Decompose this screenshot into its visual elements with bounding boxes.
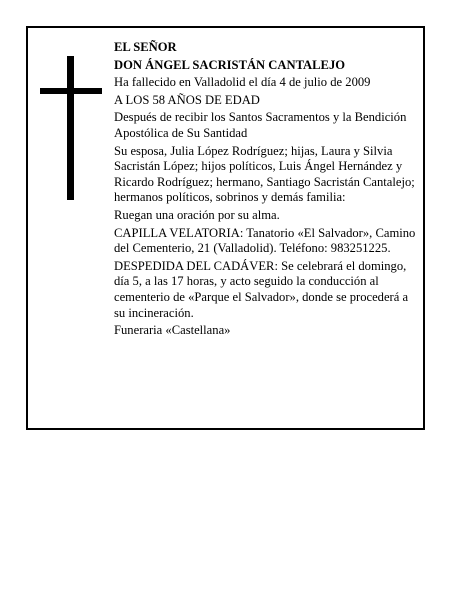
- sacraments-line: Después de recibir los Santos Sacramentos y la Bendición Apostólica de Su Santidad: [114, 110, 407, 140]
- obituary-notice: [26, 26, 425, 430]
- family-paragraph: Su esposa, Julia López Rodríguez; hijas, Laura y Silvia Sacristán López; hijos políticos, Luis Ángel Hernández y Ricardo Rodríguez; hermano, Santiago Sacristán Cantalejo; hermanos políticos, sobrinos y demás familia:: [114, 143, 415, 205]
- notice-title: EL SEÑOR: [114, 40, 177, 54]
- prayer-line: Ruegan una oración por su alma.: [114, 207, 280, 222]
- deceased-name: DON ÁNGEL SACRISTÁN CANTALEJO: [114, 57, 346, 72]
- notice-text: [114, 40, 420, 341]
- farewell-paragraph: DESPEDIDA DEL CADÁVER: Se celebrará el domingo, día 5, a las 17 horas, y acto seguido la conducción al cementerio de «Parque el Salvador», donde se procederá a su incineración.: [114, 258, 409, 320]
- funeral-home: Funeraria «Castellana»: [114, 323, 231, 338]
- death-info: Ha fallecido en Valladolid el día 4 de julio de 2009: [114, 75, 371, 90]
- cross-vertical-bar: [67, 56, 74, 200]
- cross-horizontal-bar: [40, 88, 102, 94]
- cross-icon: [40, 56, 102, 200]
- chapel-paragraph: CAPILLA VELATORIA: Tanatorio «El Salvador», Camino del Cementerio, 21 (Valladolid). Teléfono: 983251225.: [114, 225, 416, 256]
- age-line: A LOS 58 AÑOS DE EDAD: [114, 92, 260, 107]
